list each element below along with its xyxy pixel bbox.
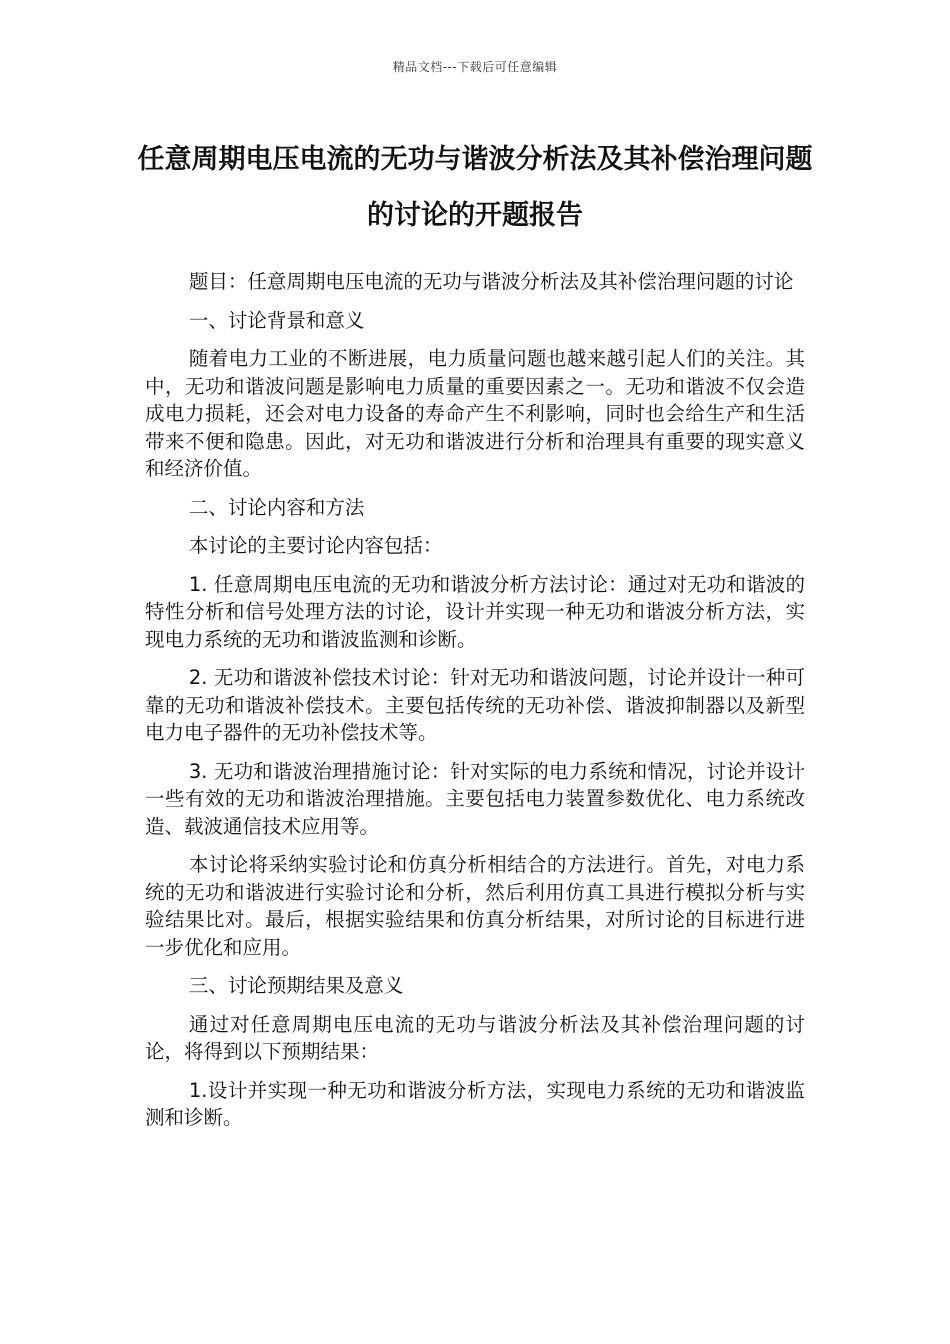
content-intro-paragraph: 本讨论的主要讨论内容包括： [188, 534, 443, 557]
content-item-2: 2. 无功和谐波补偿技术讨论：针对无功和谐波问题，讨论并设计一种可靠的无功和谐波补偿技术。主要包括传统的无功补偿、谐波抑制器以及新型电力电子器件的无功补偿技术等。 [145, 666, 805, 744]
header-note: 精品文档---下载后可任意编辑 [392, 60, 558, 74]
topic-paragraph: 题目：任意周期电压电流的无功与谐波分析法及其补偿治理问题的讨论 [188, 270, 794, 293]
section-heading-background: 一、讨论背景和意义 [188, 308, 365, 332]
background-paragraph: 随着电力工业的不断进展，电力质量问题也越来越引起人们的关注。其中，无功和谐波问题是影响电力质量的重要因素之一。无功和谐波不仅会造成电力损耗，还会对电力设备的寿命产生不利影响，同时也会给生产和生活带来不便和隐患。因此，对无功和谐波进行分析和治理具有重要的现实意义和经济价值。 [145, 347, 805, 480]
content-item-3: 3. 无功和谐波治理措施讨论：针对实际的电力系统和情况，讨论并设计一些有效的无功和谐波治理措施。主要包括电力装置参数优化、电力系统改造、载波通信技术应用等。 [145, 759, 805, 838]
method-paragraph: 本讨论将采纳实验讨论和仿真分析相结合的方法进行。首先，对电力系统的无功和谐波进行实验讨论和分析，然后利用仿真工具进行模拟分析与实验结果比对。最后，根据实验结果和仿真分析结果，对所讨论的目标进行进一步优化和应用。 [145, 853, 805, 959]
section-heading-content-method: 二、讨论内容和方法 [188, 495, 365, 519]
content-item-1: 1. 任意周期电压电流的无功和谐波分析方法讨论：通过对无功和谐波的特性分析和信号处理方法的讨论，设计并实现一种无功和谐波分析方法，实现电力系统的无功和谐波监测和诊断。 [145, 572, 805, 651]
document-body [145, 268, 805, 1143]
section-heading-expected-results: 三、讨论预期结果及意义 [188, 974, 404, 997]
expected-intro-paragraph: 通过对任意周期电压电流的无功与谐波分析法及其补偿治理问题的讨论，将得到以下预期结果： [145, 1012, 805, 1063]
expected-item-1: 1.设计并实现一种无功和谐波分析方法，实现电力系统的无功和谐波监测和诊断。 [145, 1078, 805, 1129]
document-title: 任意周期电压电流的无功与谐波分析法及其补偿治理问题的讨论的开题报告 [137, 144, 813, 231]
